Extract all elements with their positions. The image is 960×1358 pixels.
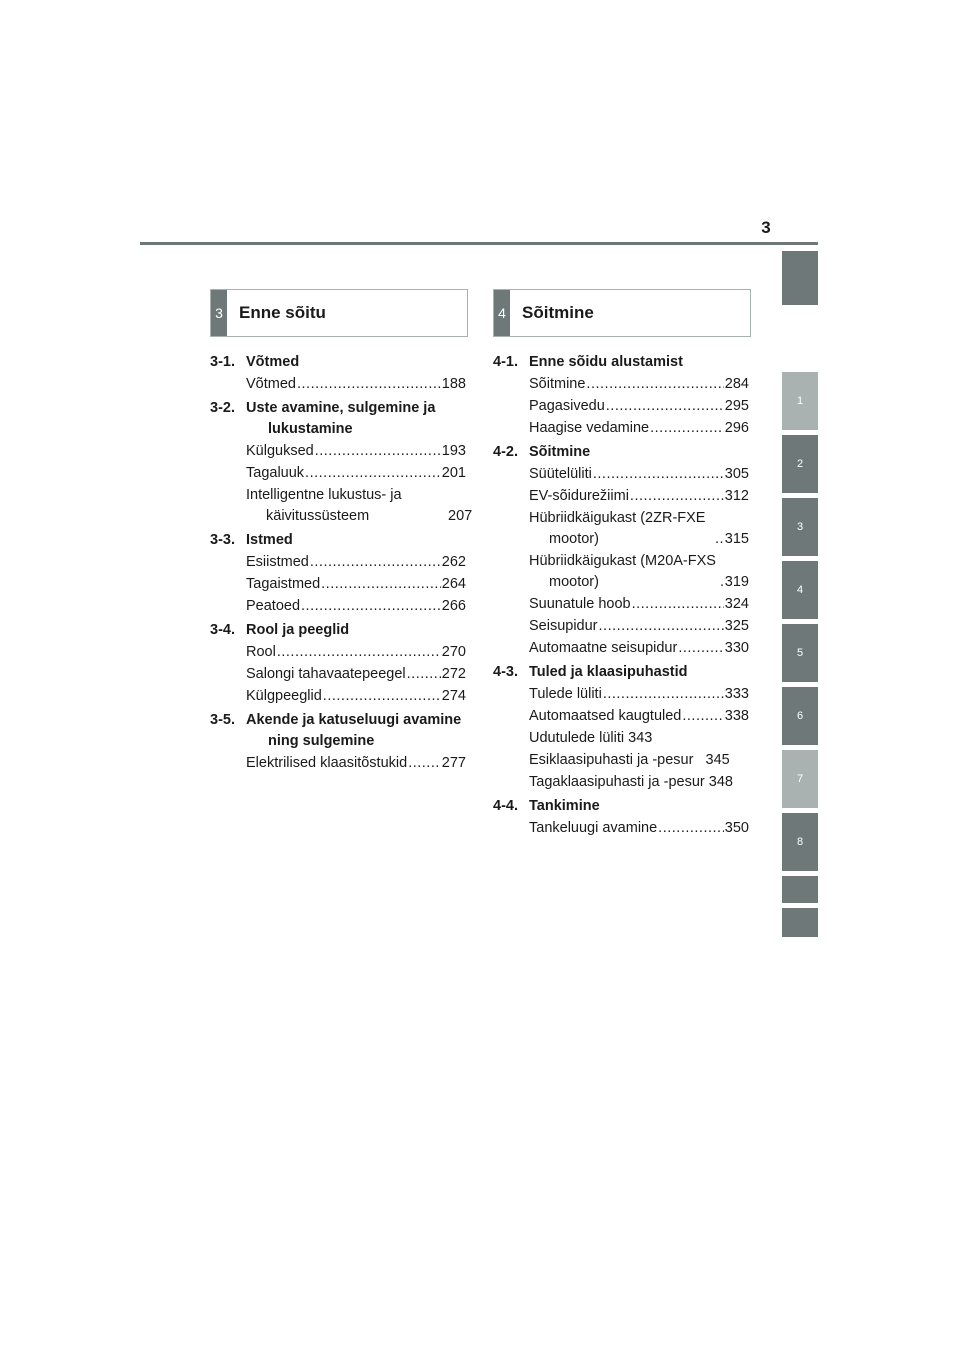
toc-group (493, 442, 749, 659)
side-tab-4[interactable]: 4 (782, 561, 818, 619)
toc-group-number: 4-3. (493, 664, 518, 680)
dot-leader (315, 441, 441, 462)
dot-leader (603, 684, 724, 705)
toc-entry[interactable] (493, 750, 749, 771)
toc-entry-page: 325 (724, 618, 749, 634)
toc-entry-text: Peatoed (246, 598, 301, 614)
section-number: 3 (211, 290, 227, 336)
toc-entry-page: 266 (441, 598, 466, 614)
toc-entry-text: Hübriidkäigukast (2ZR-FXE mootor) (529, 510, 706, 547)
toc-entry-text: Tankeluugi avamine (529, 820, 658, 836)
dot-leader (606, 396, 724, 417)
toc-entry-page: 264 (441, 576, 466, 592)
header-rule (140, 242, 818, 245)
toc-entry[interactable] (493, 684, 749, 705)
dot-leader (297, 374, 441, 395)
toc-column-section-3 (210, 352, 473, 777)
section-title: Enne sõitu (239, 303, 326, 322)
toc-entry[interactable] (210, 463, 466, 484)
toc-group (210, 530, 466, 617)
toc-entry[interactable] (493, 772, 749, 793)
side-tab-2[interactable]: 2 (782, 435, 818, 493)
side-tab-1[interactable]: 1 (782, 372, 818, 430)
dot-leader (277, 642, 441, 663)
dot-leader (310, 552, 441, 573)
toc-entry[interactable] (210, 552, 466, 573)
dot-leader (305, 463, 441, 484)
dot-leader (407, 664, 441, 685)
side-tab-6[interactable]: 6 (782, 687, 818, 745)
toc-entry[interactable] (210, 574, 466, 595)
toc-entry[interactable] (493, 551, 749, 593)
side-tab-blank-2[interactable] (782, 908, 818, 937)
section-header-4 (493, 289, 751, 337)
toc-entry-text: Seisupidur (529, 618, 598, 634)
toc-entry-page: 295 (724, 398, 749, 414)
dot-leader (630, 486, 724, 507)
toc-entry-page: 315 (724, 531, 749, 547)
toc-entry-text: Hübriidkäigukast (M20A-FXS mootor) (529, 553, 716, 590)
dot-leader (408, 753, 441, 774)
toc-group-title[interactable]: Istmed (246, 532, 293, 548)
toc-group-title[interactable]: Sõitmine (529, 444, 591, 460)
toc-entry-page: 188 (441, 376, 466, 392)
toc-entry-page: 333 (724, 686, 749, 702)
toc-group-title[interactable]: Võtmed (246, 354, 300, 370)
toc-entry-text: Suunatule hoob (529, 596, 631, 612)
toc-entry-text: Pagasivedu (529, 398, 605, 414)
toc-group (210, 710, 466, 774)
toc-group-number: 3-3. (210, 532, 235, 548)
toc-entry[interactable] (493, 418, 749, 439)
side-tab-5[interactable]: 5 (782, 624, 818, 682)
toc-entry-text: Süütelüliti (529, 466, 592, 482)
toc-entry[interactable] (493, 486, 749, 507)
toc-entry[interactable] (493, 706, 749, 727)
toc-entry-text: Intelligentne lukustus- ja käivitussüsteem (246, 487, 402, 524)
toc-entry-text: Tulede lüliti (529, 686, 602, 702)
toc-entry[interactable] (210, 753, 466, 774)
toc-entry[interactable] (210, 642, 466, 663)
toc-entry-text: Sõitmine (529, 376, 586, 392)
toc-group-number: 3-1. (210, 354, 235, 370)
toc-entry-text: Tagaistmed (246, 576, 321, 592)
toc-entry-text: Elektrilised klaasitõstukid (246, 755, 408, 771)
section-number: 4 (494, 290, 510, 336)
toc-entry-text: Tagaklaasipuhasti ja -pesur (529, 774, 705, 790)
dot-leader (323, 686, 441, 707)
toc-entry[interactable] (493, 594, 749, 615)
toc-entry-page: 338 (724, 708, 749, 724)
toc-entry[interactable] (210, 664, 466, 685)
toc-group (493, 662, 749, 793)
toc-entry[interactable] (493, 616, 749, 637)
toc-entry-text: Salongi tahavaatepeegel (246, 666, 406, 682)
toc-group (210, 352, 466, 395)
dot-leader (715, 529, 724, 550)
dot-leader (321, 574, 441, 595)
toc-group-title[interactable]: Akende ja katuseluugi avamine ning sulgemine (246, 712, 462, 749)
dot-leader (632, 594, 724, 615)
dot-leader (678, 638, 723, 659)
toc-entry-page: 350 (724, 820, 749, 836)
toc-entry-page: 312 (724, 488, 749, 504)
toc-entry[interactable] (493, 374, 749, 395)
toc-group (493, 352, 749, 439)
dot-leader (301, 596, 441, 617)
toc-entry-text: Külgpeeglid (246, 688, 322, 704)
toc-entry-text: Automaatsed kaugtuled (529, 708, 682, 724)
section-header-3 (210, 289, 468, 337)
side-tab-7[interactable]: 7 (782, 750, 818, 808)
side-tab-blank-1[interactable] (782, 876, 818, 903)
toc-entry-text: Võtmed (246, 376, 296, 392)
toc-group-number: 3-5. (210, 712, 235, 728)
toc-entry-page: 305 (724, 466, 749, 482)
toc-entry-text: Esiistmed (246, 554, 309, 570)
side-tab-3[interactable]: 3 (782, 498, 818, 556)
toc-entry-text: Külguksed (246, 443, 314, 459)
toc-group-title[interactable]: Enne sõidu alustamist (529, 354, 683, 370)
dot-leader (650, 418, 724, 439)
toc-entry-page: 272 (441, 666, 466, 682)
toc-entry-page: 193 (441, 443, 466, 459)
toc-entry-text: Automaatne seisupidur (529, 640, 678, 656)
toc-group-number: 4-1. (493, 354, 518, 370)
toc-entry-page: 343 (628, 730, 653, 746)
toc-entry[interactable] (210, 374, 466, 395)
toc-entry[interactable] (493, 638, 749, 659)
toc-group-number: 3-4. (210, 622, 235, 638)
toc-entry-page: 296 (724, 420, 749, 436)
toc-entry[interactable] (210, 596, 466, 617)
toc-group-title[interactable]: Uste avamine, sulgemine ja lukustamine (246, 400, 436, 437)
toc-entry[interactable] (493, 728, 749, 749)
toc-entry[interactable] (493, 396, 749, 417)
dot-leader (720, 572, 724, 593)
toc-entry-page: 319 (724, 574, 749, 590)
toc-entry-text: Rool (246, 644, 276, 660)
toc-entry-page: 348 (708, 774, 733, 790)
toc-group-title[interactable]: Rool ja peeglid (246, 622, 350, 638)
toc-group-title[interactable]: Tuled ja klaasipuhastid (529, 664, 688, 680)
dot-leader (599, 616, 724, 637)
toc-entry-text: EV-sõidurežiimi (529, 488, 629, 504)
toc-entry-page: 262 (441, 554, 466, 570)
page-number: 3 (761, 218, 771, 237)
toc-entry-page: 270 (441, 644, 466, 660)
toc-entry-page: 274 (441, 688, 466, 704)
dot-leader (593, 464, 724, 485)
dot-leader (682, 706, 723, 727)
section-title: Sõitmine (522, 303, 594, 322)
toc-entry-page: 201 (441, 465, 466, 481)
toc-entry-text: Esiklaasipuhasti ja -pesur (529, 752, 694, 768)
toc-entry-page: 324 (724, 596, 749, 612)
toc-entry-page: 277 (441, 755, 466, 771)
side-tab-blank-top[interactable] (782, 251, 818, 305)
toc-group-title[interactable]: Tankimine (529, 798, 600, 814)
toc-group (210, 620, 466, 707)
toc-entry[interactable] (210, 485, 473, 527)
toc-group-number: 4-4. (493, 798, 518, 814)
toc-entry[interactable] (210, 441, 466, 462)
toc-entry-page: 284 (724, 376, 749, 392)
toc-entry-text: Tagaluuk (246, 465, 305, 481)
toc-entry[interactable] (210, 686, 466, 707)
toc-group-number: 3-2. (210, 400, 235, 416)
toc-entry[interactable] (493, 508, 749, 550)
toc-group (493, 796, 749, 839)
toc-group (210, 398, 473, 527)
toc-entry-text: Haagise vedamine (529, 420, 650, 436)
toc-entry-page: 330 (724, 640, 749, 656)
toc-entry-page: 345 (705, 752, 730, 768)
toc-entry[interactable] (493, 464, 749, 485)
toc-entry-text: Udutulede lüliti (529, 730, 625, 746)
toc-entry-page: 207 (448, 508, 473, 524)
toc-entry[interactable] (493, 818, 749, 839)
side-tab-8[interactable]: 8 (782, 813, 818, 871)
toc-group-number: 4-2. (493, 444, 518, 460)
toc-column-section-4 (493, 352, 749, 842)
dot-leader (586, 374, 723, 395)
dot-leader (658, 818, 724, 839)
